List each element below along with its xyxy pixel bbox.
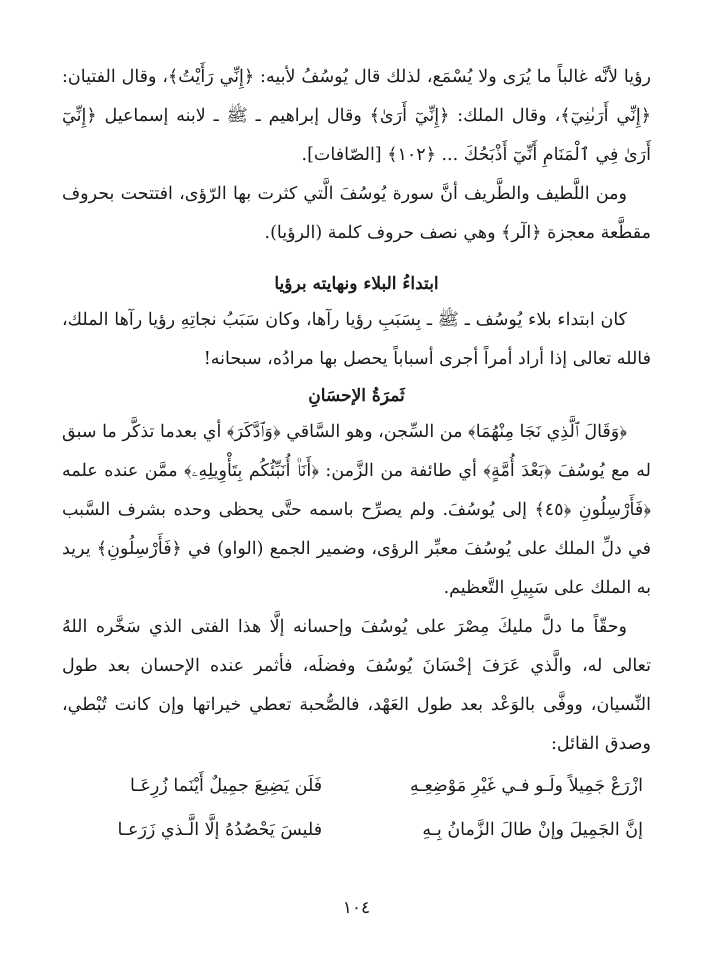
verse-second-hemistich: فَلَن يَضِيعَ جمِيلٌ أَيْنَما زُرِعَـا	[130, 776, 323, 796]
verse-first-hemistich: إنَّ الجَمِيلَ وإنْ طالَ الزَّمانُ بِـهِ	[422, 820, 643, 840]
paragraph-kindness: ﴿وَقَالَ ٱلَّذِي نَجَا مِنْهُمَا﴾ من السِّجن، وهو السَّاقي ﴿وَٱدَّكَرَ﴾ أي بعدما تذكَّر ما سبق له مع يُوسُفَ ﴿بَعْدَ أُمَّةٍ﴾ أي طائفة من الزَّمن: ﴿أَنَا۠ أُنَبِّئُكُم بِتَأْوِيلِهِۦ﴾ ممَّن عنده علمه ﴿فَأَرْسِلُونِ ﴿٤٥﴾ إلى يُوسُفَ. ولم يصرِّح باسمه حتَّى يحظى وحده بشرف السَّبب في دلِّ الملك على يُوسُفَ معبِّر الرؤى، وضمير الجمع (الواو) في ﴿فَأَرْسِلُونِ﴾ يريد به الملك على سَبِيلِ التَّعظيم.	[62, 422, 651, 598]
poem-verse	[70, 764, 643, 808]
paragraph-trial: كان ابتداء بلاء يُوسُف ـ ﷺ ـ بِسَبَبِ رؤيا رآها، وكان سَبَبُ نجاتِهِ رؤيا رآها الملك، فالله تعالى إذا أراد أمراً أجرى أسباباً يحصل بها مرادُه، سبحانه!	[62, 310, 651, 369]
paragraph-top-1: رؤيا لأنَّه غالباً ما يُرَى ولا يُسْمَع، لذلك قال يُوسُفُ لأبيه: ﴿إِنِّي رَأَيْتُ﴾، وقال الفتيان: ﴿إِنِّي أَرَىٰنِيٓ﴾، وقال الملك: ﴿إِنِّيٓ أَرَىٰ﴾ وقال إبراهيم ـ ﷺ ـ لابنه إسماعيل ﴿إِنِّيٓ أَرَىٰ فِي ٱلْمَنَامِ أَنِّيٓ أَذْبَحُكَ ... ﴿١٠٢﴾ [الصّافات].	[62, 67, 651, 165]
poem-verse	[70, 808, 643, 852]
page-number: ١٠٤	[342, 898, 371, 918]
verse-second-hemistich: فليسَ يَحْصُدُهُ إلَّا الَّـذي زَرَعـا	[117, 820, 323, 840]
section-heading-kindness: ثَمرَةُ الإحسَانِ	[308, 386, 405, 406]
verse-first-hemistich: ازْرَعْ جَمِيلاً ولَـو فـي غَيْرِ مَوْضِعِـهِ	[409, 776, 643, 796]
paragraph-top-2: ومن اللَّطيف والطَّريف أنَّ سورة يُوسُفَ الَّتي كثرت بها الرّؤى، افتتحت بحروف مقطَّعة معجزة ﴿الٓر﴾ وهي نصف حروف كلمة (الرؤيا).	[62, 184, 651, 243]
paragraph-final: وحقّاً ما دلَّ مليكَ مِصْرَ على يُوسُفَ وإحسانه إلَّا هذا الفتى الذي سَخَّره اللهُ تعالى له، والَّذي عَرَفَ إحْسَانَ يُوسُفَ وفضلَه، فأثمر عنده الإحسان بعد طول النِّسيان، ووفَّى بالوَعْد بعد طول العَهْد، فالصُّحبة تعطي خيراتها وإن كانت تُبْطي، وصدق القائل:	[62, 617, 651, 754]
spacer	[62, 253, 651, 267]
section-heading-trial: ابتداءُ البلاء ونهايته برؤيا	[274, 274, 439, 294]
